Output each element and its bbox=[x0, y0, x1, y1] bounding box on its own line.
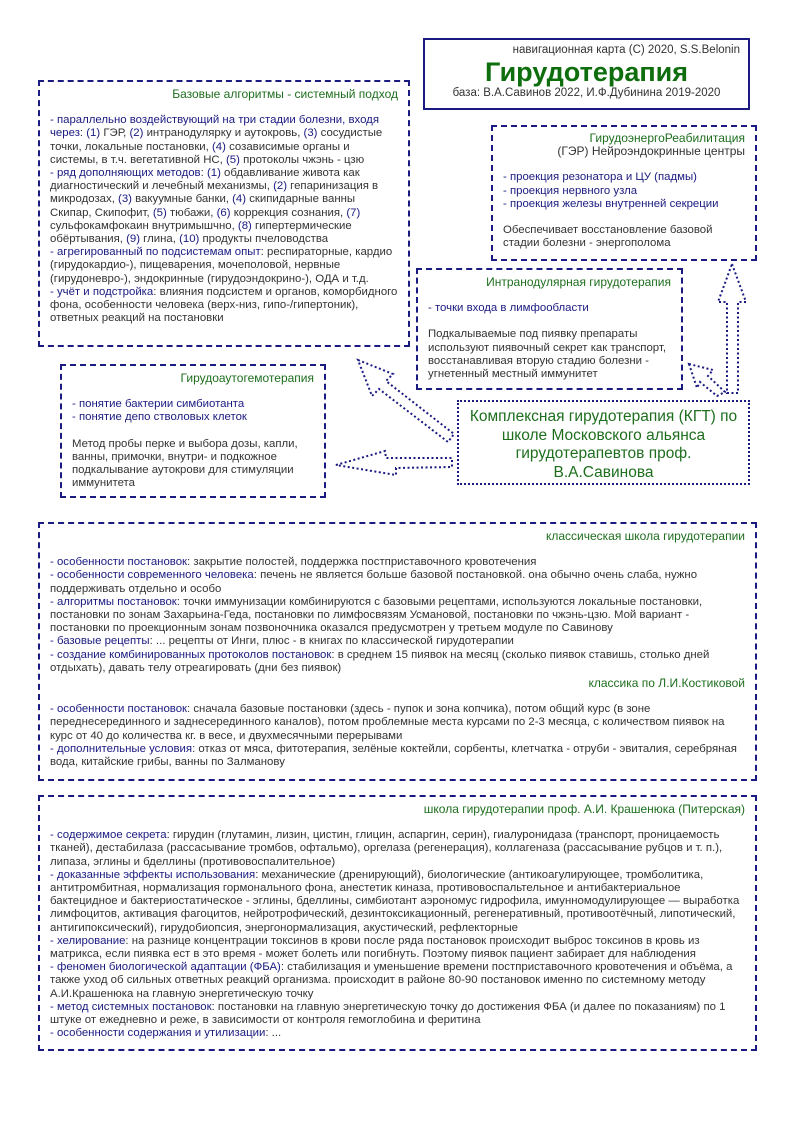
list-item bbox=[50, 649, 745, 675]
item-text: : гирудин (глутамин, лизин, цистин, глицин, аспаргин, серин), гиалуронидаза (транспорт, проницаемость тканей), дестабилаза (рассасывание тромбов, офтальмо), оргелаза (регенерация), коллагеназа (рассасывание рубцов и т. п.), липаза, эглины и бделлины (противовоспалительное) bbox=[50, 829, 723, 868]
item-text: : стабилизация и уменьшение времени постприставочного кровотечения и объёма, а также уход об сильных ответных реакций организма. происходит в районе 80-90 постановок именно по системному методу А.И.Крашенюка на главную энергетическую точку bbox=[50, 961, 733, 1000]
item-keyword: - содержимое секрета bbox=[50, 829, 167, 842]
autohemo-title: Гирудоаутогемотерапия bbox=[180, 371, 314, 385]
list-item bbox=[50, 869, 745, 935]
item-number: (3) bbox=[118, 193, 132, 206]
base-algorithms-title: Базовые алгоритмы - системный подход bbox=[172, 87, 398, 101]
krashenyuk-school-box bbox=[38, 795, 757, 1051]
list-item bbox=[50, 1027, 745, 1040]
list-item bbox=[50, 703, 745, 743]
item-number: (2) bbox=[129, 127, 144, 140]
item-text: : ... bbox=[265, 1027, 282, 1040]
ger-item: - проекция нервного узла bbox=[503, 184, 638, 197]
ger-item: - проекция резонатора и ЦУ (падмы) bbox=[503, 171, 697, 184]
list-item bbox=[50, 569, 745, 595]
item-text: : точки иммунизации комбинируются с базовыми рецептами, используются локальные постановки, постановки по зонам Захарьина-Геда, постановки по лимфосвязям Усмановой, постановки по чжэнь-цзю. Мой вариант - постановки по проекционным зонам позвоночника оказался предусмотрен у третьем модуле по Савинову bbox=[50, 595, 703, 635]
item-number: (1) bbox=[206, 167, 221, 180]
item-text: : закрытие полостей, поддержка постприставочного кровотечения bbox=[187, 556, 537, 569]
item-keyword: - ряд дополняющих методов bbox=[50, 167, 201, 180]
item-keyword: - базовые рецепты bbox=[50, 635, 150, 648]
page-title: Гирудотерапия bbox=[484, 57, 689, 88]
kostikova-title: классика по Л.И.Костиковой bbox=[588, 676, 745, 691]
intranodular-box bbox=[416, 268, 683, 390]
item-number: (4) bbox=[232, 193, 247, 206]
base-sources: база: В.А.Савинов 2022, И.Ф.Дубинина 2019-2020 bbox=[452, 87, 721, 100]
item-text: : bbox=[79, 127, 87, 140]
list-item bbox=[50, 829, 745, 869]
item-text: : респираторные, кардио (гирудокардио-), пищеварения, мочеполовой, нервные (гирудоневро-), эндокринные (гирудоэндокрино-), ОДА и т.д. bbox=[50, 246, 393, 285]
item-keyword: - хелирование bbox=[50, 934, 126, 947]
item-text: интранодулярку и аутокровь, bbox=[143, 127, 304, 140]
list-item bbox=[50, 286, 398, 326]
item-text: : отказ от мяса, фитотерапия, зелёные коктейли, сорбенты, клетчатка - отруби - эвиталия, серебряная вода, китайские грибы, ванны по Залманову bbox=[50, 742, 737, 769]
arrow-to-ger-icon bbox=[718, 264, 746, 393]
item-text: протоколы чжэнь - цзю bbox=[239, 153, 365, 166]
intranodular-title: Интранодулярная гирудотерапия bbox=[486, 275, 671, 289]
item-number: (4) bbox=[212, 140, 226, 153]
classic-school-box bbox=[38, 522, 757, 781]
list-item bbox=[50, 743, 745, 769]
ger-subtitle: (ГЭР) Нейроэндокринные центры bbox=[557, 144, 745, 159]
ger-description: Обеспечивает восстановление базовой стадии болезни - энергополома bbox=[503, 224, 713, 250]
item-text: глина, bbox=[140, 233, 180, 246]
item-keyword: - параллельно воздействующий на три стадии болезни, входя через bbox=[50, 114, 379, 140]
classic-title: классическая школа гирудотерапии bbox=[545, 529, 745, 543]
item-number: (7) bbox=[346, 206, 361, 219]
autohemo-box bbox=[60, 364, 326, 498]
item-text: сульфокамфокаин внутримышчно, bbox=[50, 219, 238, 232]
item-keyword: - доказанные эффекты использования bbox=[50, 868, 256, 881]
item-text: продукты пчеловодства bbox=[199, 233, 329, 246]
list-item bbox=[50, 961, 745, 1001]
item-number: (8) bbox=[237, 219, 252, 232]
autohemo-item: - понятие бактерии симбиотанта bbox=[72, 398, 245, 411]
item-text: гепаринизация в микродозах, bbox=[50, 180, 379, 206]
item-number: (2) bbox=[273, 180, 288, 193]
arrow-to-intranodular-icon bbox=[689, 364, 725, 396]
item-text: тюбажи, bbox=[166, 206, 217, 219]
base-algorithms-list bbox=[50, 114, 398, 325]
autohemo-item: - понятие депо стволовых клеток bbox=[72, 411, 247, 424]
item-keyword: - особенности содержания и утилизации bbox=[50, 1027, 266, 1040]
list-item bbox=[50, 635, 745, 648]
krashenyuk-title: школа гирудотерапии проф. А.И. Крашенюка (Питерская) bbox=[423, 802, 745, 816]
autohemo-description: Метод пробы перке и выбора дозы, капли, ванны, примочки, внутри- и подкожное подкалывание аутокрови для стимуляции иммунитета bbox=[72, 437, 298, 490]
item-keyword: - учёт и подстройка bbox=[50, 285, 154, 298]
item-number: (5) bbox=[225, 153, 240, 166]
item-text: обдавливание живота как диагностический и лечебный механизмы, bbox=[50, 167, 360, 193]
item-keyword: - алгоритмы постановок bbox=[50, 595, 177, 608]
ger-title: ГирудоэнергоРеабилитация bbox=[589, 131, 745, 145]
item-number: (6) bbox=[216, 206, 231, 219]
item-keyword: - агрегированный по подсистемам опыт bbox=[50, 246, 261, 259]
intranodular-item: - точки входа в лимфообласти bbox=[428, 302, 589, 315]
kgt-text: Комплексная гирудотерапия (КГТ) по школе Московского альянса гирудотерапевтов проф. В.А.Савинова bbox=[469, 408, 738, 481]
item-text: коррекция сознания, bbox=[230, 206, 347, 219]
item-text: : ... рецепты от Инги, плюс - в книгах по классической гирудотерапии bbox=[149, 635, 514, 648]
item-text: : на разнице концентрации токсинов в крови после ряда постановок происходит выброс токсинов в кровь из матрикса, если пиявка ест в это время - может болеть или погибнуть. Поэтому пиявок пациент забирает для наблюдения bbox=[50, 934, 700, 961]
ger-item: - проекция железы внутренней секреции bbox=[503, 197, 719, 210]
item-keyword: - особенности современного человека bbox=[50, 569, 254, 582]
item-keyword: - особенности постановок bbox=[50, 703, 188, 716]
item-text: гипертермические обёртывания, bbox=[50, 219, 352, 246]
title-box bbox=[423, 38, 750, 110]
kostikova-list bbox=[50, 703, 745, 769]
item-text: : постановки на главную энергетическую точку до достижения ФБА (и далее по показаниям) по 1 штуке от ежедневно и реже, в зависимости от контроля гемоглобина и феритина bbox=[50, 1000, 726, 1027]
list-item bbox=[50, 167, 398, 246]
list-item bbox=[50, 596, 745, 636]
base-algorithms-box bbox=[38, 80, 410, 347]
item-text: : печень не является больше базовой постановкой. она обычно очень слаба, нужно поддерживать отдельно и особо bbox=[50, 569, 698, 595]
list-item bbox=[50, 246, 398, 286]
item-keyword: - создание комбинированных протоколов постановок bbox=[50, 648, 332, 661]
copyright-line: навигационная карта (С) 2020, S.S.Belonin bbox=[512, 44, 740, 56]
item-keyword: - особенности постановок bbox=[50, 556, 188, 569]
classic-list bbox=[50, 556, 745, 675]
item-text: сосудистые точки, локальные постановки, bbox=[50, 127, 383, 153]
item-text: созависимые органы и системы, в т.ч. вегетативной НС, bbox=[50, 140, 350, 166]
list-item bbox=[50, 935, 745, 961]
kgt-box bbox=[457, 400, 750, 485]
item-text: ГЭР, bbox=[100, 127, 130, 140]
krashenyuk-list bbox=[50, 829, 745, 1040]
item-text: : влияния подсистем и органов, коморбидного фона, особенности человека (верх-низ, гипо-/гипертоник), ответных реакций на постановки bbox=[50, 285, 398, 325]
ger-box bbox=[491, 125, 757, 261]
list-item bbox=[50, 114, 398, 167]
item-keyword: - метод системных постановок bbox=[50, 1000, 212, 1013]
item-number: (9) bbox=[126, 233, 141, 246]
item-keyword: - дополнительные условия bbox=[50, 742, 193, 755]
intranodular-description: Подкалываемые под пиявку препараты используют пиявочный секрет как транспорт, восстанавливая вторую стадию болезни - угнетенный местный иммунитет bbox=[428, 328, 666, 381]
item-keyword: - феномен биологической адаптации (ФБА) bbox=[50, 961, 281, 974]
item-text: вакуумные банки, bbox=[131, 193, 233, 206]
item-number: (1) bbox=[86, 127, 101, 140]
item-number: (3) bbox=[303, 127, 318, 140]
item-text: скипидарные ванны Скипар, Скипофит, bbox=[50, 193, 356, 219]
list-item bbox=[50, 556, 745, 569]
item-number: (10) bbox=[179, 233, 200, 246]
item-text: : bbox=[200, 167, 207, 180]
item-text: : механические (дренирующий), биологические (антикоагулирующее, тромболитика, антитромбитная, нормализация гормонального фона, анестетик киназа, противовоспальтельное и антибактериальное бактецидное и бактериостатическое - эглины, бделлины, симбиотант аэрономус гидрофила, имунномодулирующее — выработка лимфоцитов, активация фагоцитов, нейротрофический, дезинтоксикационный, регенеративный, противоотёчный, липотический, антигипоксический), гирудобиопсия, энергонормализация, акустический, рефлекторные bbox=[50, 868, 740, 934]
item-text: : в среднем 15 пиявок на месяц (сколько пиявок ставишь, столько дней отдыхать), давать телу отреагировать (дни без пиявок) bbox=[50, 648, 710, 674]
arrow-to-autohemo-icon bbox=[336, 451, 452, 475]
item-text: : сначала базовые постановки (здесь - пупок и зона копчика), потом общий курс (в зоне переднесерединного и заднесерединного каналов), потом проблемные места курсами по 2-3 месяца, с количеством пиявок на курс от 40 до количества кг. в весе, и двухмесячными перерывами bbox=[50, 703, 725, 742]
item-number: (5) bbox=[152, 206, 167, 219]
list-item bbox=[50, 1001, 745, 1027]
